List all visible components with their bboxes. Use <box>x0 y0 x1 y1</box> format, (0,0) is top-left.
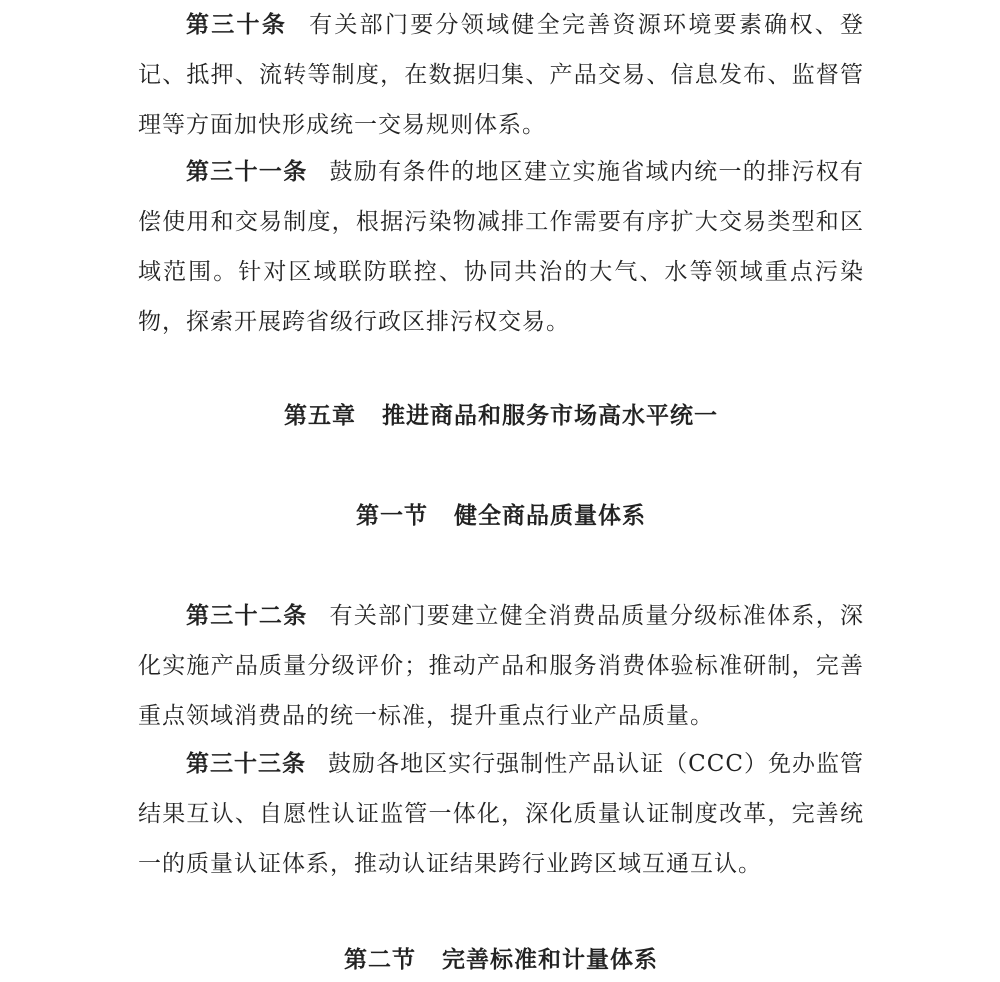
article-number: 第三十条 <box>186 12 288 38</box>
section-label: 第二节 <box>344 947 416 973</box>
article-text: 鼓励有条件的地区建立实施省域内统一的排污权有偿使用和交易制度，根据污染物减排工作需要有序扩大交易类型和区域范围。针对区域联防联控、协同共治的大气、水等领域重点污染物，探索开展跨省级行政区排污权交易。 <box>138 159 865 335</box>
article-30 <box>138 0 864 150</box>
article-31 <box>138 147 864 347</box>
chapter-title: 推进商品和服务市场高水平统一 <box>382 403 718 429</box>
section-title: 健全商品质量体系 <box>454 503 646 529</box>
article-text: 鼓励各地区实行强制性产品认证（CCC）免办监管结果互认、自愿性认证监管一体化，深化质量认证制度改革，完善统一的质量认证体系，推动认证结果跨行业跨区域互通互认。 <box>138 751 865 877</box>
article-33 <box>138 739 864 889</box>
article-text: 有关部门要建立健全消费品质量分级标准体系，深化实施产品质量分级评价；推动产品和服务消费体验标准研制，完善重点领域消费品的统一标准，提升重点行业产品质量。 <box>138 603 865 729</box>
article-text: 有关部门要分领域健全完善资源环境要素确权、登记、抵押、流转等制度，在数据归集、产品交易、信息发布、监督管理等方面加快形成统一交易规则体系。 <box>138 12 865 138</box>
chapter-heading <box>138 396 864 436</box>
section-heading-2 <box>138 940 864 980</box>
chapter-label: 第五章 <box>284 403 356 429</box>
section-label: 第一节 <box>356 503 428 529</box>
article-number: 第三十一条 <box>186 159 308 185</box>
section-heading-1 <box>138 496 864 536</box>
section-title: 完善标准和计量体系 <box>442 947 658 973</box>
article-number: 第三十二条 <box>186 603 308 629</box>
article-number: 第三十三条 <box>186 751 307 777</box>
article-32 <box>138 591 864 741</box>
